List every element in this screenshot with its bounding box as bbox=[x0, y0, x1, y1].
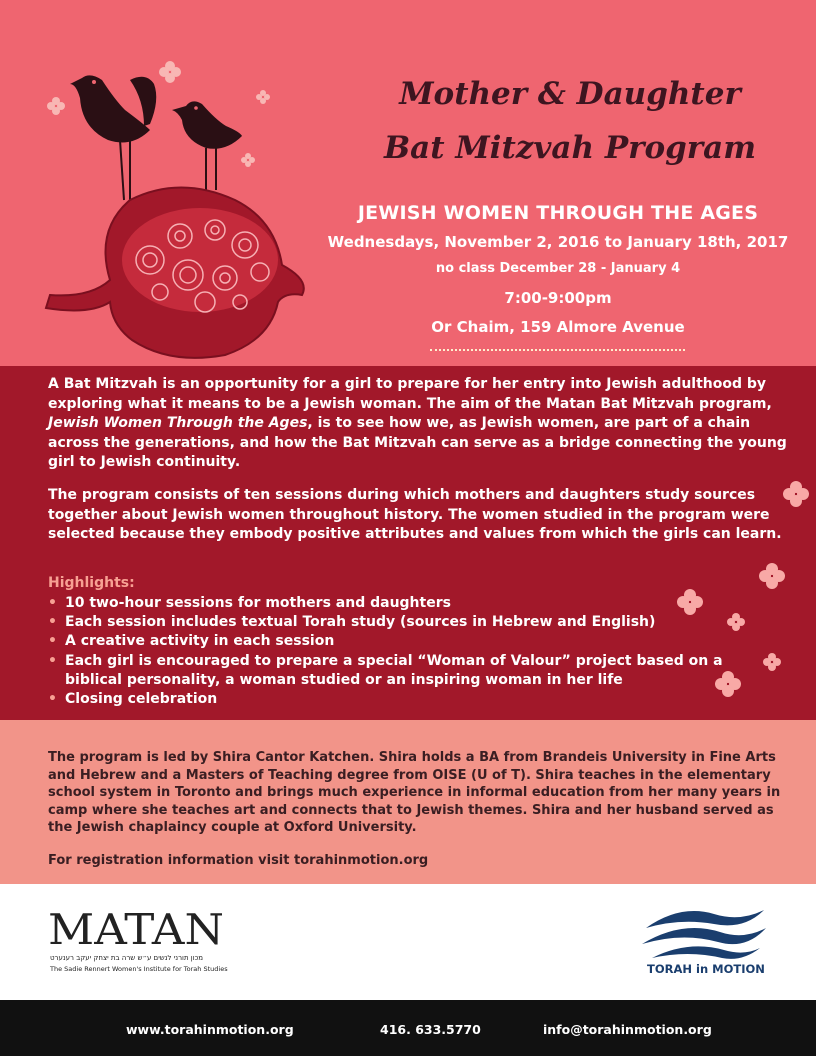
instructor-section bbox=[0, 720, 816, 884]
no-class-notice: no class December 28 - January 4 bbox=[435, 261, 681, 276]
dotted-divider bbox=[430, 349, 685, 351]
highlight-item: • Closing celebration bbox=[48, 690, 748, 709]
footer bbox=[0, 1000, 816, 1056]
intro-text: A Bat Mitzvah is an opportunity for a girl to prepare for her entry into Jewish adulthood by exploring what it means to be a Jewish woman. The aim of the Matan Bat Mitzvah program, bbox=[48, 376, 772, 412]
program-venue: Or Chaim, 159 Almore Avenue bbox=[431, 318, 685, 336]
program-title-line2: Bat Mitzvah Program bbox=[383, 130, 757, 166]
description-section bbox=[0, 366, 816, 720]
flower-icon bbox=[640, 466, 816, 706]
torah-in-motion-logo-text: TORAH in MOTION bbox=[647, 962, 765, 976]
program-title-line1: Mother & Daughter bbox=[399, 76, 741, 112]
highlight-item: • Each girl is encouraged to prepare a special “Woman of Valour” project based on a biblical personality, a woman studied or an inspiring woman in her life bbox=[48, 652, 748, 690]
intro-text-continued: , is to see how we, as Jewish women, are part of a chain across the generations, and how the Bat Mitzvah can serve as a bridge connecting the young girl to Jewish continuity. bbox=[48, 415, 787, 470]
birds-pomegranate-illustration bbox=[20, 40, 340, 360]
matan-wordmark: MATAN bbox=[48, 906, 224, 950]
flower-icon bbox=[47, 61, 270, 167]
matan-hebrew-tagline: מכון תורני לנשים ע״ש שרה בת יצחק יעקב רענערט bbox=[50, 954, 204, 962]
program-subtitle: JEWISH WOMEN THROUGH THE AGES bbox=[357, 202, 759, 224]
instructor-bio: The program is led by Shira Cantor Katchen. Shira holds a BA from Brandeis University in Fine Arts and Hebrew and a Masters of Teaching degree from OISE (U of T). Shira teaches in the elementary school system in Toronto and brings much experience in informal education from her many years in camp where she teaches art and connects that to Jewish themes. Shira and her husband served as the Jewish chaplaincy couple at Oxford University. bbox=[48, 750, 781, 836]
footer-phone: 416. 633.5770 bbox=[380, 1022, 481, 1037]
program-time: 7:00-9:00pm bbox=[504, 289, 612, 307]
highlight-item: • 10 two-hour sessions for mothers and daughters bbox=[48, 594, 748, 613]
bird-icon bbox=[70, 75, 156, 200]
program-paragraph: The program consists of ten sessions during which mothers and daughters study sources together about Jewish women throughout history. The women studied in the program were selected because they embody positive attributes and values from which the girls can learn. bbox=[48, 487, 782, 542]
program-name-italic: Jewish Women Through the Ages bbox=[48, 415, 308, 431]
footer-email-link[interactable]: info@torahinmotion.org bbox=[543, 1022, 712, 1037]
bird-icon bbox=[172, 101, 242, 190]
highlights-heading: Highlights: bbox=[48, 575, 135, 591]
logo-section bbox=[0, 884, 816, 1000]
highlight-item: • Each session includes textual Torah study (sources in Hebrew and English) bbox=[48, 613, 748, 632]
program-dates: Wednesdays, November 2, 2016 to January 18th, 2017 bbox=[327, 233, 789, 251]
footer-website-link[interactable]: www.torahinmotion.org bbox=[126, 1022, 294, 1037]
matan-logo bbox=[48, 906, 224, 950]
registration-info: For registration information visit torahinmotion.org bbox=[48, 853, 429, 868]
wave-icon bbox=[640, 900, 768, 962]
highlight-item: • A creative activity in each session bbox=[48, 632, 748, 651]
matan-english-tagline: The Sadie Rennert Women's Institute for Torah Studies bbox=[50, 965, 228, 973]
intro-paragraph bbox=[48, 375, 788, 473]
header-section bbox=[0, 0, 816, 366]
pomegranate-icon bbox=[46, 188, 304, 358]
